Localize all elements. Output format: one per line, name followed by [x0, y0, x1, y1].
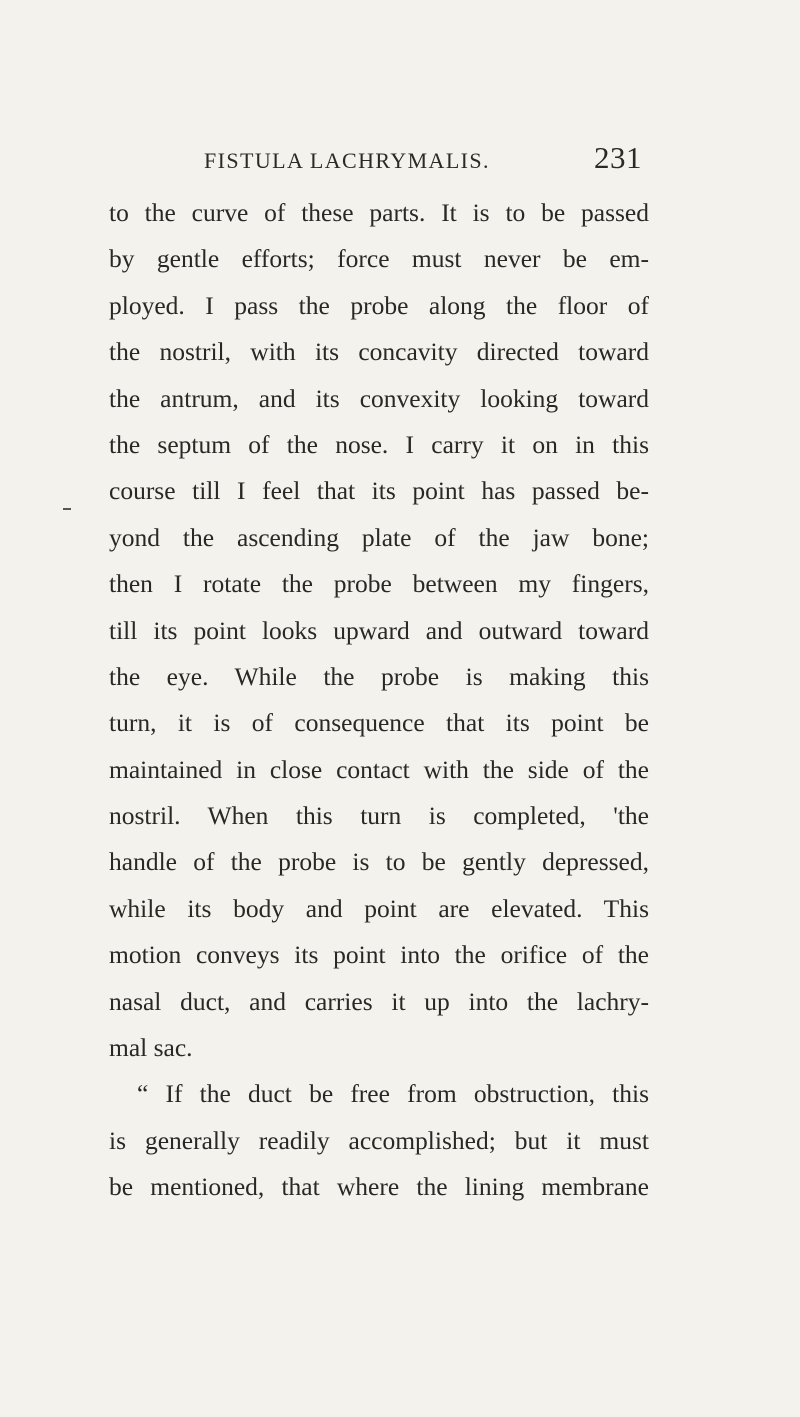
- text-line: the antrum, and its convexity looking toward: [109, 383, 649, 413]
- text-line: ployed. I pass the probe along the floor of: [109, 290, 649, 320]
- text-line: then I rotate the probe between my fingers,: [109, 569, 649, 599]
- text-line: handle of the probe is to be gently depressed,: [109, 847, 649, 877]
- text-line: the nostril, with its concavity directed toward: [109, 337, 649, 367]
- text-line: while its body and point are elevated. This: [109, 893, 649, 923]
- text-line: nostril. When this turn is completed, 'the: [109, 801, 649, 831]
- text-line: mal sac.: [109, 1033, 193, 1063]
- text-line: “ If the duct be free from obstruction, this: [137, 1079, 649, 1109]
- text-line: by gentle efforts; force must never be em-: [109, 244, 649, 274]
- text-line: the eye. While the probe is making this: [109, 661, 649, 691]
- text-line: is generally readily accomplished; but it must: [109, 1125, 649, 1155]
- text-line: turn, it is of consequence that its point be: [109, 708, 649, 738]
- text-line: to the curve of these parts. It is to be passed: [109, 198, 649, 227]
- text-line: be mentioned, that where the lining membrane: [109, 1172, 649, 1202]
- margin-dash-mark: [63, 508, 71, 510]
- running-head: [204, 140, 642, 180]
- running-title: FISTULA LACHRYMALIS.: [204, 148, 490, 173]
- text-line: the septum of the nose. I carry it on in this: [109, 429, 649, 459]
- page-number: 231: [594, 140, 642, 175]
- text-line: motion conveys its point into the orifice of the: [109, 940, 649, 970]
- text-line: course till I feel that its point has passed be-: [109, 476, 649, 506]
- text-line: till its point looks upward and outward toward: [109, 615, 649, 645]
- text-line: maintained in close contact with the side of the: [109, 754, 649, 784]
- text-line: nasal duct, and carries it up into the lachry-: [109, 986, 649, 1016]
- body-text: [109, 190, 649, 1211]
- text-line: yond the ascending plate of the jaw bone;: [109, 522, 649, 552]
